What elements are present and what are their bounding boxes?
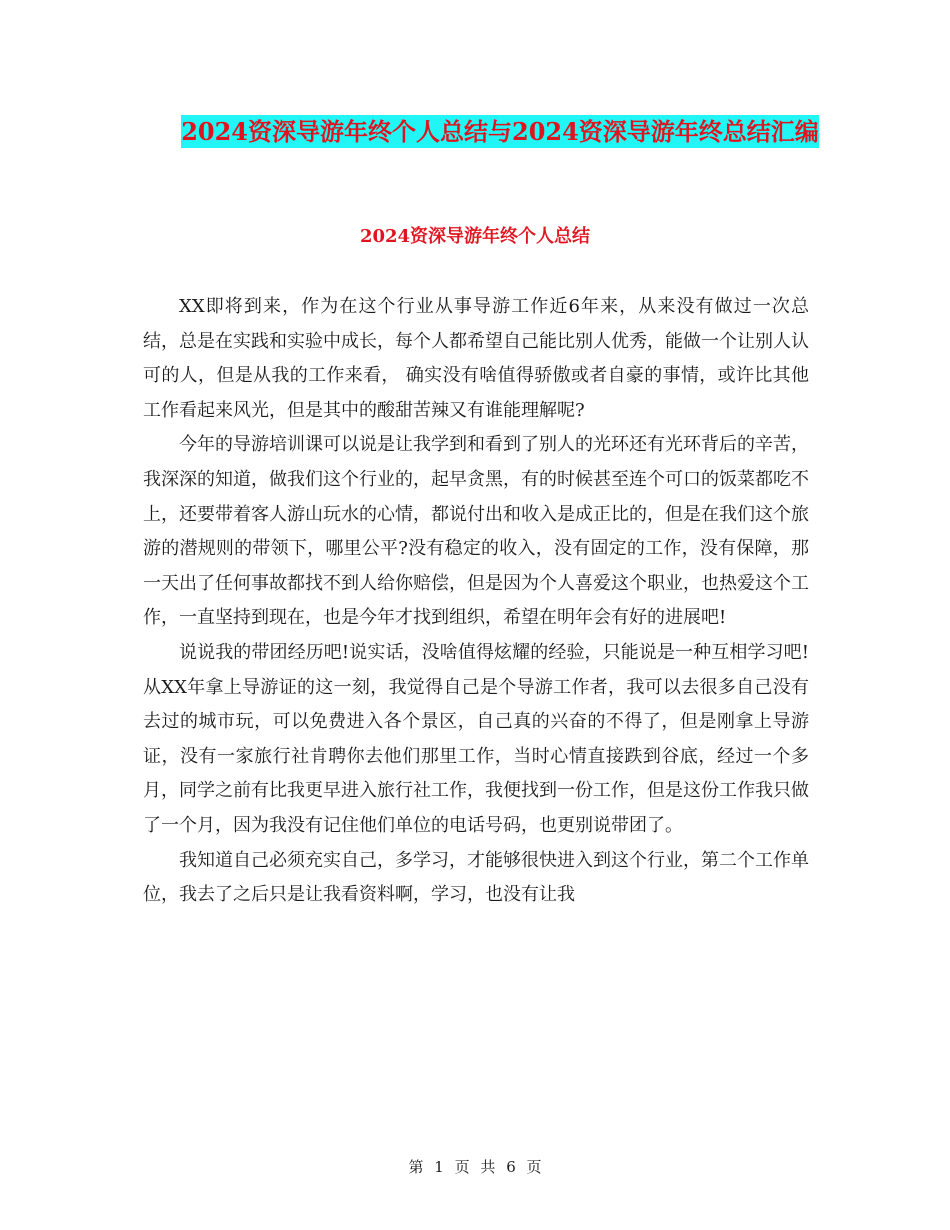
document-body <box>143 290 809 913</box>
footer-prefix: 第 <box>408 1158 424 1176</box>
footer-page-number: 1 <box>434 1158 444 1176</box>
document-title <box>150 112 850 152</box>
footer-suffix: 页 <box>526 1158 542 1176</box>
footer-total-pages: 6 <box>506 1158 516 1176</box>
page-footer <box>0 1156 950 1177</box>
section-title: 2024资深导游年终个人总结 <box>359 226 591 247</box>
footer-mid: 页 <box>454 1158 470 1176</box>
paragraph-4: 我知道自己必须充实自己，多学习，才能够很快进入到这个行业，第二个工作单位，我去了之后只是让我看资料啊，学习，也没有让我 <box>143 849 809 906</box>
paragraph-1: XX即将到来，作为在这个行业从事导游工作近6年来，从来没有做过一次总结，总是在实践和实验中成长，每个人都希望自己能比别人优秀，能做一个让别人认可的人，但是从我的工作来看， 确实没有啥值得骄傲或者自豪的事情，或许比其他工作看起来风光，但是其中的酸甜苦辣又有谁能理解呢? <box>143 296 809 421</box>
document-title-text: 2024资深导游年终个人总结与2024资深导游年终总结汇编 <box>181 117 819 146</box>
footer-total-prefix: 共 <box>480 1158 496 1176</box>
paragraph-2: 今年的导游培训课可以说是让我学到和看到了别人的光环还有光环背后的辛苦，我深深的知道，做我们这个行业的，起早贪黑，有的时候甚至连个可口的饭菜都吃不上，还要带着客人游山玩水的心情，都说付出和收入是成正比的，但是在我们这个旅游的潜规则的带领下，哪里公平?没有稳定的收入，没有固定的工作，没有保障，那一天出了任何事故都找不到人给你赔偿，但是因为个人喜爱这个职业，也热爱这个工作，一直坚持到现在，也是今年才找到组织，希望在明年会有好的进展吧! <box>143 434 809 629</box>
paragraph-3: 说说我的带团经历吧!说实话，没啥值得炫耀的经验，只能说是一种互相学习吧!从XX年拿上导游证的这一刻，我觉得自己是个导游工作者，我可以去很多自己没有去过的城市玩，可以免费进入各个景区，自己真的兴奋的不得了，但是刚拿上导游证，没有一家旅行社肯聘你去他们那里工作，当时心情直接跌到谷底，经过一个多月，同学之前有比我更早进入旅行社工作，我便找到一份工作，但是这份工作我只做了一个月，因为我没有记住他们单位的电话号码，也更别说带团了。 <box>143 641 809 836</box>
